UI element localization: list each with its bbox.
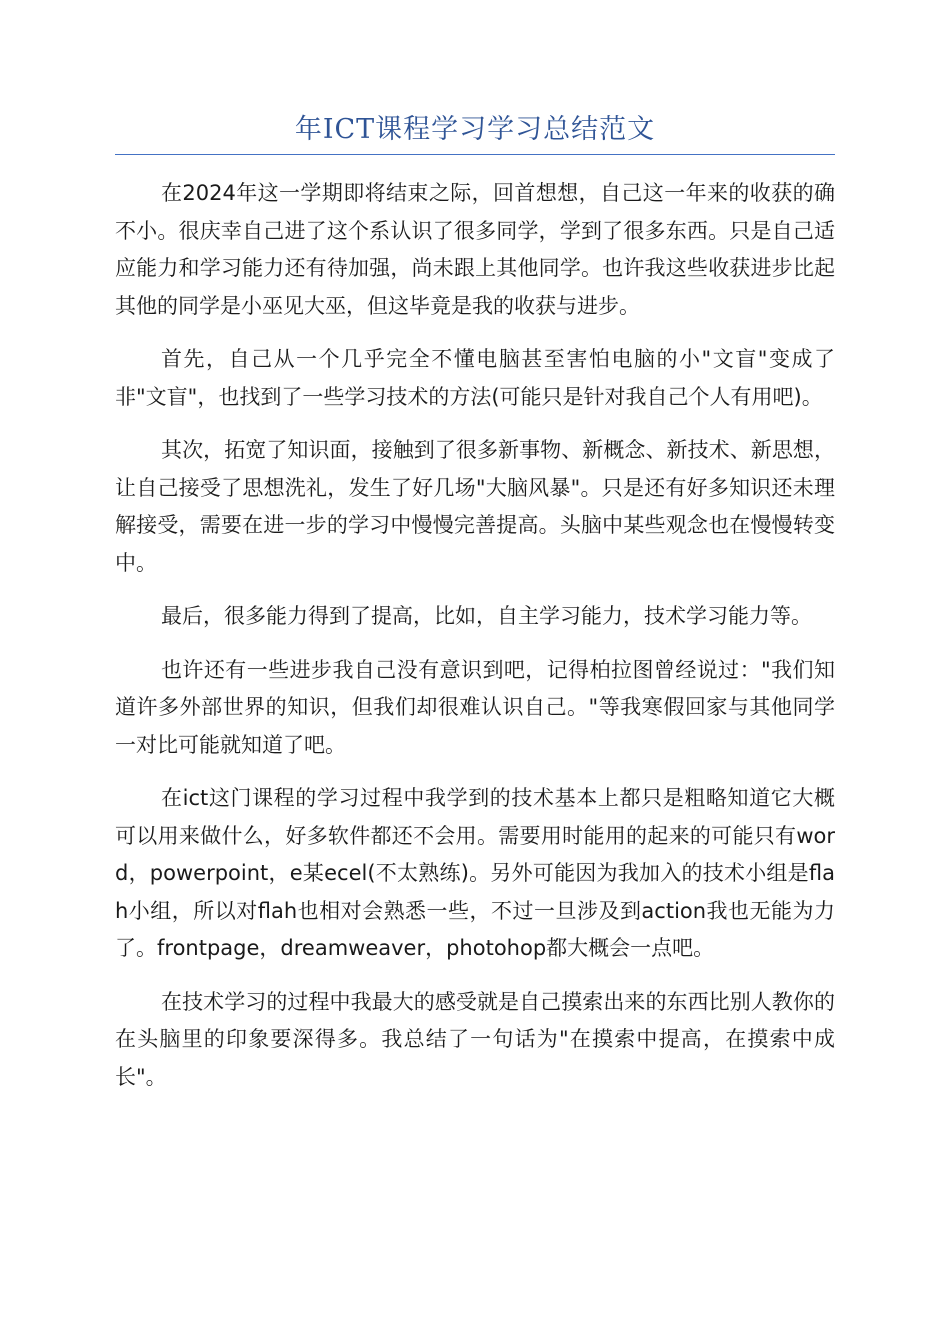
document-body <box>115 175 835 1112</box>
document-title: 年ICT课程学习学习总结范文 <box>294 114 656 145</box>
paragraph-6: 在ict这门课程的学习过程中我学到的技术基本上都只是粗略知道它大概可以用来做什么，好多软件都还不会用。需要用时能用的起来的可能只有word，powerpoint，e某ecel(不太熟练)。另外可能因为我加入的技术小组是flah小组，所以对flah也相对会熟悉一些，不过一旦涉及到action我也无能为力了。frontpage，dreamweaver，photohop都大概会一点吧。 <box>115 786 835 960</box>
title-underline <box>115 154 835 155</box>
paragraph-7: 在技术学习的过程中我最大的感受就是自己摸索出来的东西比别人教你的在头脑里的印象要深得多。我总结了一句话为"在摸索中提高，在摸索中成长"。 <box>115 989 835 1089</box>
paragraph-2: 首先，自己从一个几乎完全不懂电脑甚至害怕电脑的小"文盲"变成了非"文盲"，也找到了一些学习技术的方法(可能只是针对我自己个人有用吧)。 <box>115 347 835 409</box>
paragraph-3: 其次，拓宽了知识面，接触到了很多新事物、新概念、新技术、新思想，让自己接受了思想洗礼，发生了好几场"大脑风暴"。只是还有好多知识还未理解接受，需要在进一步的学习中慢慢完善提高。头脑中某些观念也在慢慢转变中。 <box>115 438 835 575</box>
paragraph-4: 最后，很多能力得到了提高，比如，自主学习能力，技术学习能力等。 <box>161 604 812 628</box>
paragraph-5: 也许还有一些进步我自己没有意识到吧，记得柏拉图曾经说过："我们知道许多外部世界的知识，但我们却很难认识自己。"等我寒假回家与其他同学一对比可能就知道了吧。 <box>115 657 835 757</box>
paragraph-1: 在2024年这一学期即将结束之际，回首想想，自己这一年来的收获的确不小。很庆幸自己进了这个系认识了很多同学，学到了很多东西。只是自己适应能力和学习能力还有待加强，尚未跟上其他同学。也许我这些收获进步比起其他的同学是小巫见大巫，但这毕竟是我的收获与进步。 <box>115 181 835 318</box>
